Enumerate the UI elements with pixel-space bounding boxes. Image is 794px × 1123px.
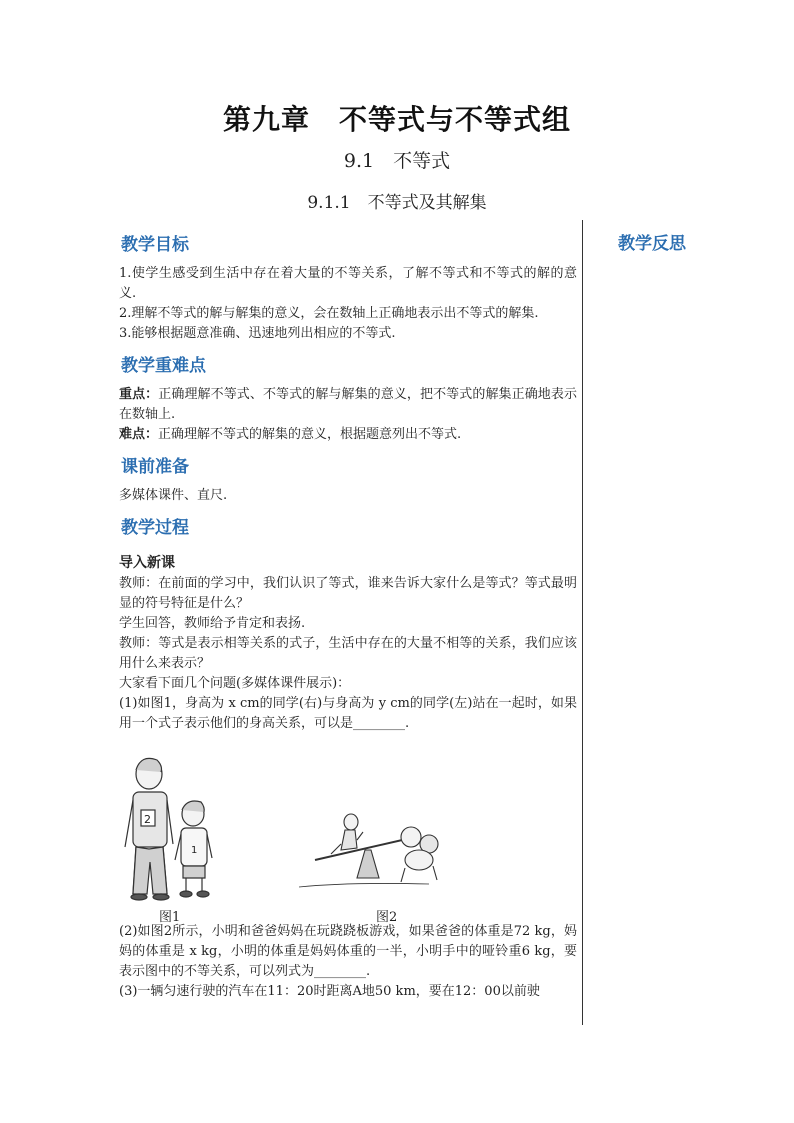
subsection-title: 9.1.1 不等式及其解集 [307, 193, 487, 213]
column-divider [582, 220, 583, 1025]
process-paragraph: 教师：在前面的学习中，我们认识了等式，谁来告诉大家什么是等式？等式最明显的符号特征是什么？ [119, 576, 577, 611]
process-paragraph: 教师：等式是表示相等关系的式子，生活中存在的大量不相等的关系，我们应该用什么来表示？ [119, 636, 577, 671]
goals-heading: 教学目标 [121, 235, 189, 255]
goal-item: 3.能够根据题意准确、迅速地列出相应的不等式. [119, 326, 396, 341]
figure-1-caption: 图1 [159, 910, 181, 925]
difficulty-label: 难点： [119, 427, 159, 442]
difficulty-paragraph [119, 425, 577, 445]
chapter-title: 第九章 不等式与不等式组 [222, 103, 571, 136]
goal-item: 1.使学生感受到生活中存在着大量的不等关系，了解不等式和不等式的解的意义. [119, 266, 577, 301]
process-paragraph: (1)如图1，身高为 x cm的同学(右)与身高为 y cm的同学(左)站在一起时，如果用一个式子表示他们的身高关系，可以是________. [119, 696, 577, 731]
preparation-text: 多媒体课件、直尺. [119, 488, 228, 503]
figure-2-caption: 图2 [376, 910, 398, 925]
focus-label: 重点： [119, 387, 159, 402]
focus-text: 正确理解不等式、不等式的解与解集的意义，把不等式的解集正确地表示在数轴上. [119, 387, 577, 422]
section-title: 9.1 不等式 [343, 150, 451, 172]
figures-area [119, 752, 577, 930]
seesaw-figure [299, 814, 438, 887]
process-paragraph: 学生回答，教师给予肯定和表扬. [119, 616, 306, 631]
reflection-heading: 教学反思 [618, 234, 686, 254]
people-illustration [119, 752, 577, 930]
focus-paragraph [119, 385, 577, 425]
intro-heading: 导入新课 [119, 555, 175, 571]
process-paragraph: 大家看下面几个问题(多媒体课件展示)： [119, 676, 351, 691]
goal-item: 2.理解不等式的解与解集的意义，会在数轴上正确地表示出不等式的解集. [119, 306, 539, 321]
process-paragraph: (2)如图2所示，小明和爸爸妈妈在玩跷跷板游戏，如果爸爸的体重是72 kg，妈妈的体重是 x kg，小明的体重是妈妈体重的一半，小明手中的哑铃重6 kg，要表示图中的不等关系，可以列式为________. [119, 924, 577, 979]
process-paragraph: (3)一辆匀速行驶的汽车在11：20时距离A地50 km，要在12：00以前驶 [119, 984, 540, 999]
key-points-heading: 教学重难点 [121, 356, 206, 376]
process-heading: 教学过程 [121, 518, 189, 538]
preparation-heading: 课前准备 [121, 457, 189, 477]
tall-boy-figure [125, 758, 173, 900]
tall-boy-number: 2 [144, 813, 151, 826]
difficulty-text: 正确理解不等式的解集的意义，根据题意列出不等式. [158, 427, 462, 442]
short-boy-number: 1 [191, 845, 198, 856]
